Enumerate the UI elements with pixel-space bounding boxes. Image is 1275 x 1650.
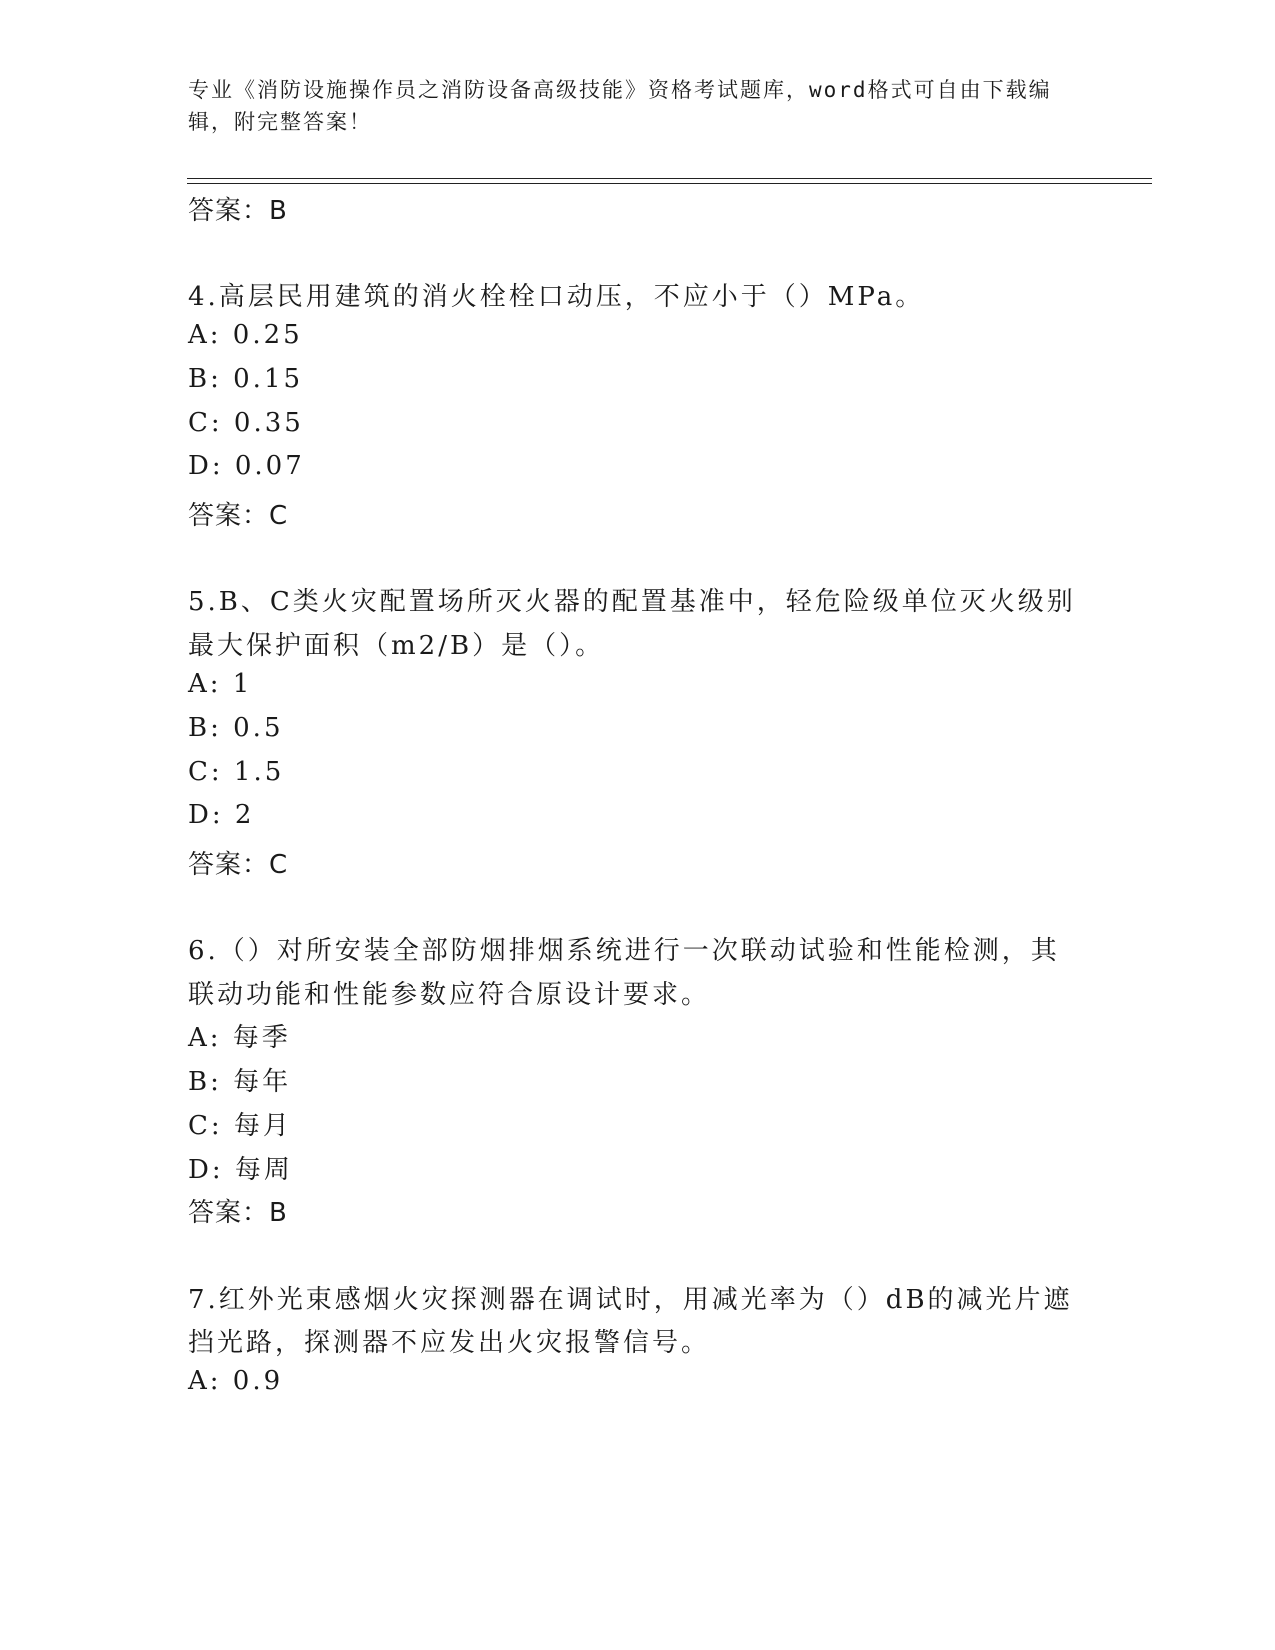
- question-text: 4.高层民用建筑的消火栓栓口动压，不应小于（）MPa。: [188, 282, 925, 312]
- option-a: A: 0.9: [188, 1366, 284, 1396]
- answer-label: 答案：B: [188, 196, 288, 226]
- header-rule-bottom: [187, 183, 1152, 184]
- answer-label: 答案：C: [188, 850, 289, 880]
- option-d: D: 每周: [188, 1155, 293, 1185]
- option-a: A: 每季: [188, 1023, 291, 1053]
- question-text: 挡光路，探测器不应发出火灾报警信号。: [188, 1328, 711, 1358]
- answer-label: 答案：C: [188, 501, 289, 531]
- option-a: A: 1: [188, 669, 253, 699]
- answer-label: 答案：B: [188, 1198, 288, 1228]
- question-text: 5.B、C类火灾配置场所灭火器的配置基准中，轻危险级单位灭火级别: [188, 587, 1076, 617]
- document-header: 专业《消防设施操作员之消防设备高级技能》资格考试题库，word格式可自由下载编辑，附完整答案！: [188, 78, 1052, 134]
- option-b: B: 每年: [188, 1067, 292, 1097]
- option-a: A: 0.25: [188, 320, 303, 350]
- question-text: 联动功能和性能参数应符合原设计要求。: [188, 980, 711, 1010]
- option-d: D: 0.07: [188, 451, 305, 481]
- option-b: B: 0.15: [188, 364, 304, 394]
- option-c: C: 1.5: [188, 757, 285, 787]
- option-d: D: 2: [188, 800, 255, 830]
- question-text: 最大保护面积（m2/B）是（）。: [188, 631, 605, 661]
- option-c: C: 每月: [188, 1111, 292, 1141]
- question-text: 6.（）对所安装全部防烟排烟系统进行一次联动试验和性能检测，其: [188, 936, 1060, 966]
- header-rule-top: [187, 178, 1152, 179]
- question-text: 7.红外光束感烟火灾探测器在调试时，用减光率为（）dB的减光片遮: [188, 1285, 1073, 1315]
- option-b: B: 0.5: [188, 713, 284, 743]
- option-c: C: 0.35: [188, 408, 304, 438]
